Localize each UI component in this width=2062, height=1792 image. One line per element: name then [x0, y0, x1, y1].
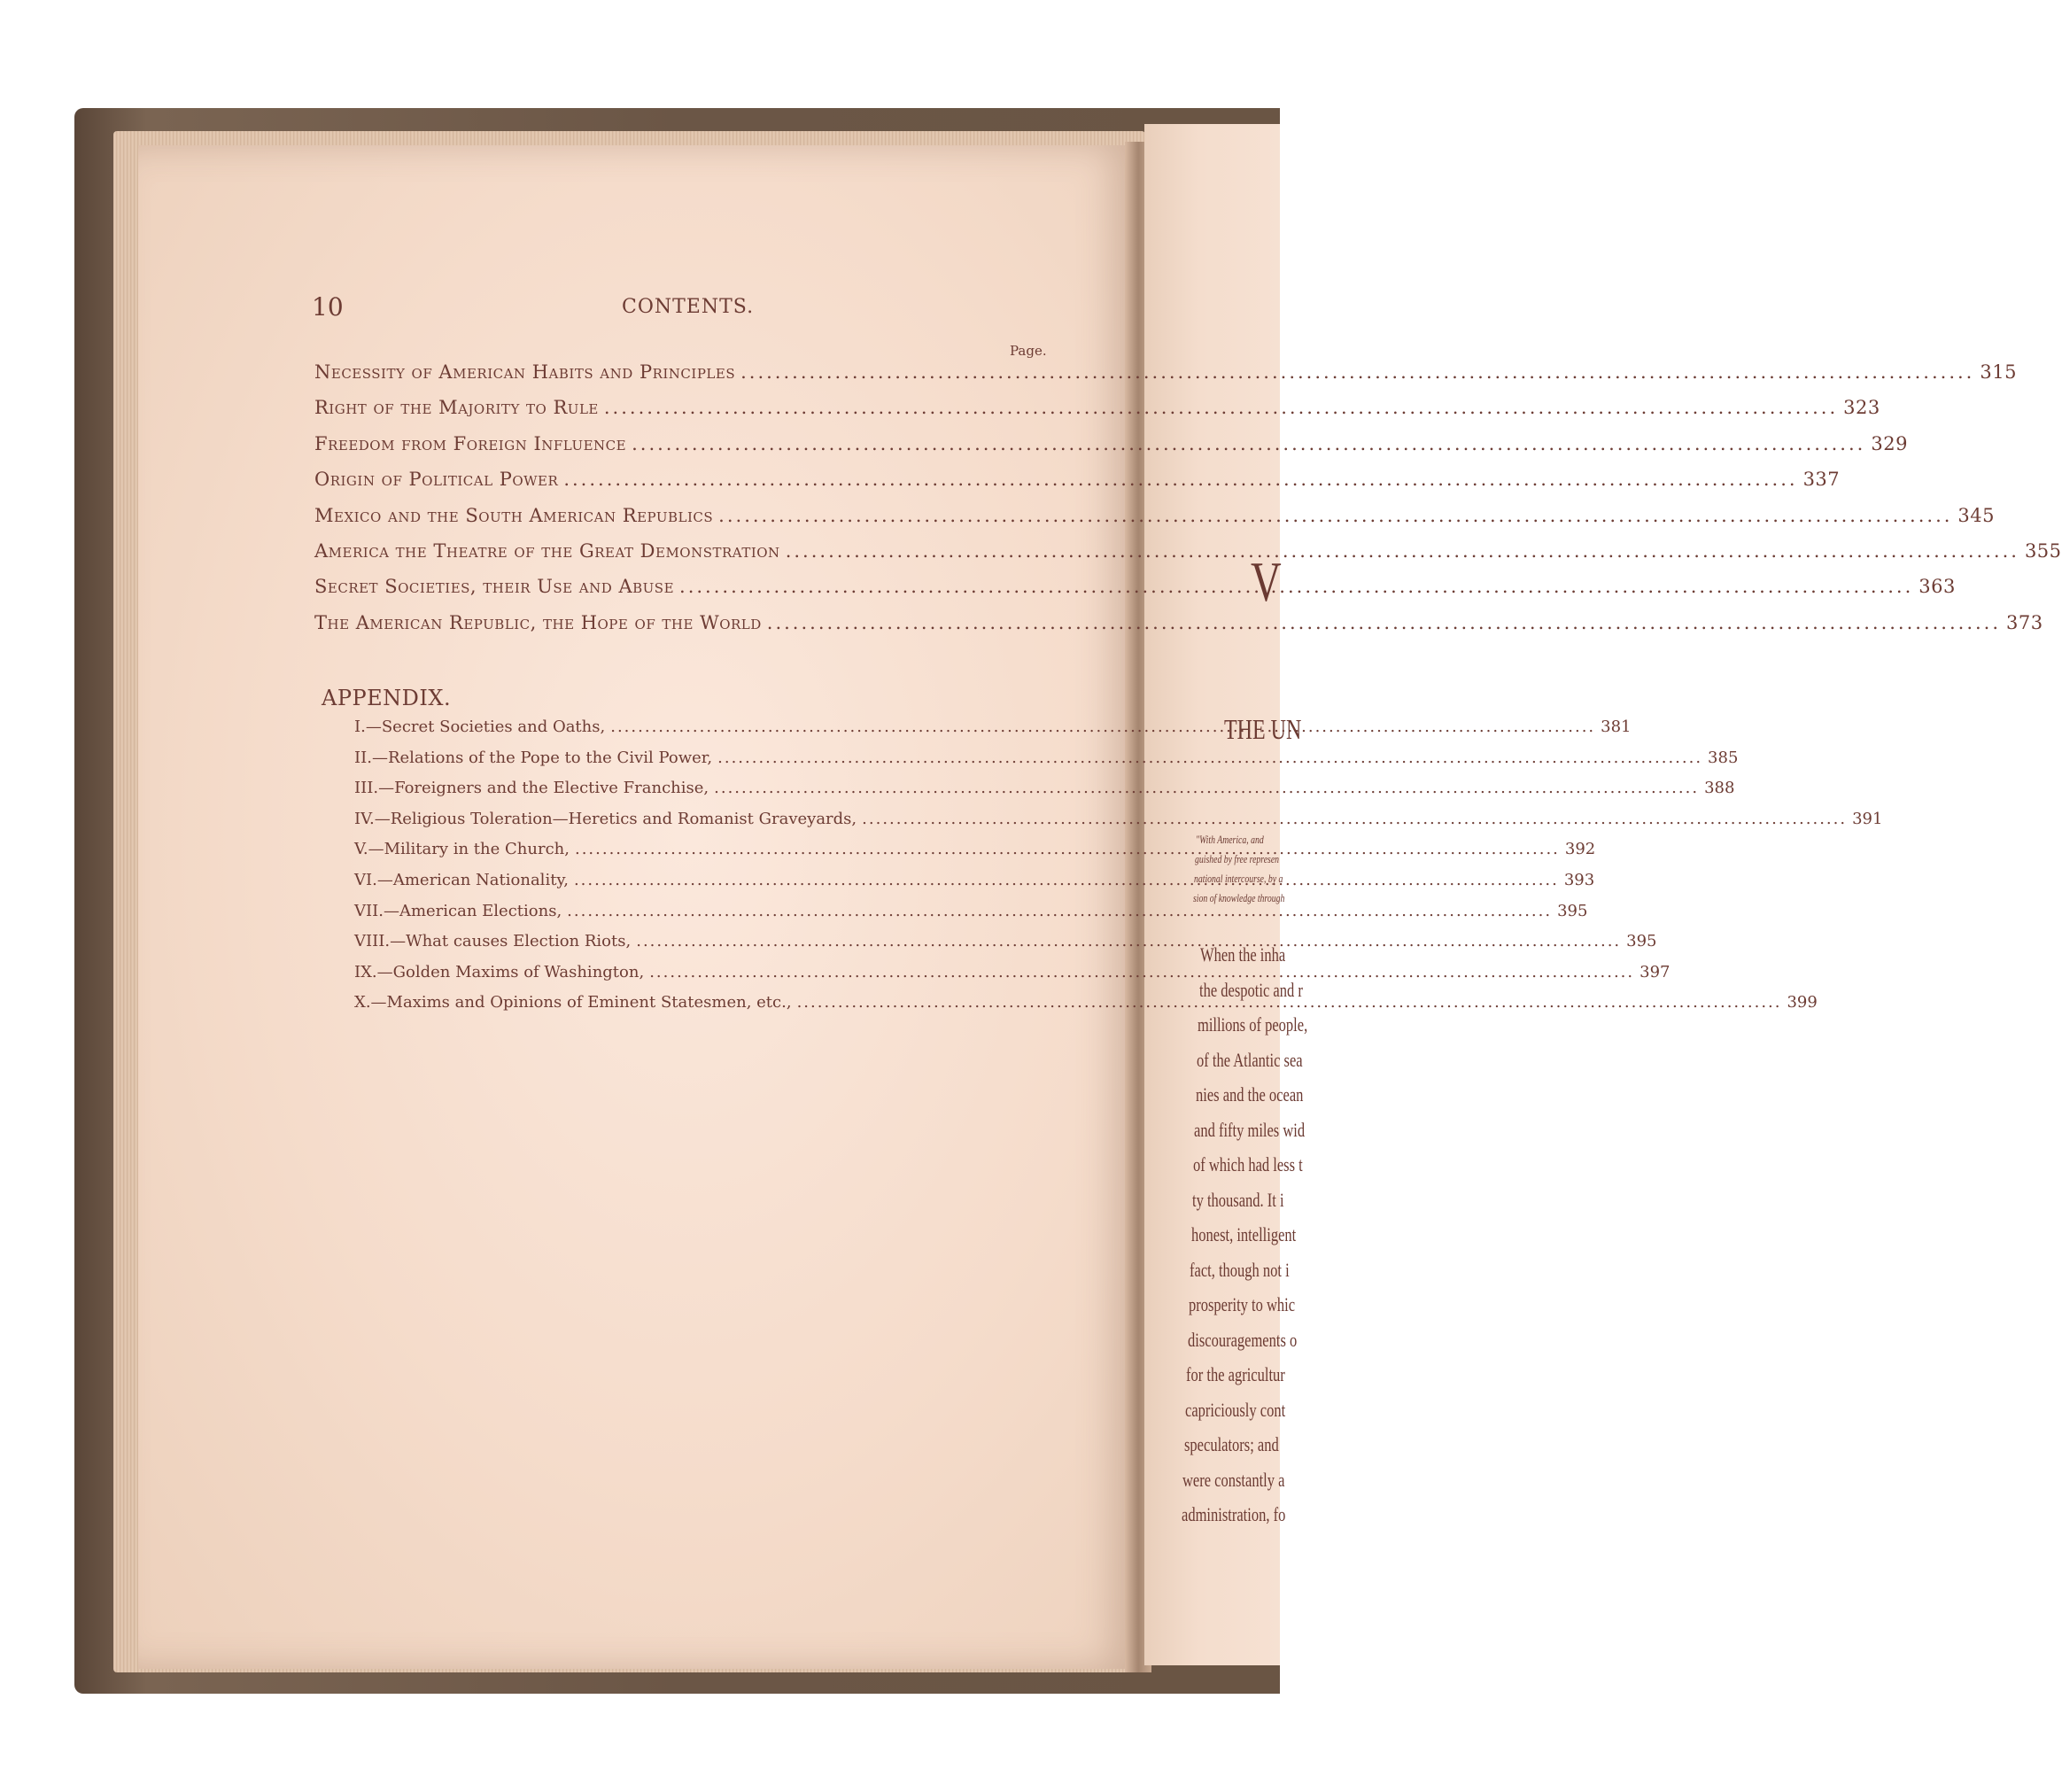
leader-dots	[714, 779, 1699, 797]
appendix-title: —Maxims and Opinions of Eminent Statesmen, etc.,	[370, 993, 792, 1012]
appendix-title: —Military in the Church,	[368, 840, 570, 859]
table-of-contents	[314, 361, 2062, 648]
toc-entry-page: 345	[1957, 504, 1996, 526]
toc-entry	[314, 397, 1880, 432]
appendix-numeral: IV.	[354, 809, 375, 828]
leader-dots	[632, 433, 1865, 454]
right-page-body-line: honest, intelligent	[1191, 1223, 1297, 1245]
right-page-body-line: discouragements o	[1188, 1328, 1298, 1351]
right-page-body-line: of which had less t	[1193, 1153, 1303, 1175]
appendix-page: 397	[1640, 962, 1671, 981]
appendix-page: 399	[1787, 993, 1818, 1012]
appendix-numeral: X.	[354, 993, 371, 1012]
page-number: 10	[312, 292, 344, 322]
right-page-body-line: of the Atlantic sea	[1197, 1048, 1303, 1071]
toc-entry-page: 355	[2024, 539, 2062, 562]
toc-entry-page: 323	[1843, 397, 1880, 419]
toc-entry	[314, 576, 1956, 611]
leader-dots	[649, 963, 1634, 981]
appendix-page: 395	[1557, 901, 1588, 920]
toc-entry-page: 363	[1919, 576, 1956, 598]
right-page-body-line: were constantly a	[1182, 1468, 1285, 1491]
right-page-body-line: When the inha	[1200, 943, 1286, 966]
appendix-numeral: IX.	[354, 962, 377, 981]
appendix-numeral: VIII.	[354, 932, 391, 951]
appendix-title: —Golden Maxims of Washington,	[376, 962, 645, 981]
appendix-page: 393	[1563, 870, 1595, 889]
leader-dots	[767, 612, 2001, 633]
appendix-title: —Secret Societies and Oaths,	[365, 718, 606, 736]
page-column-label: Page.	[1010, 343, 1047, 359]
toc-entry-title: America the Theatre of the Great Demonstration	[314, 539, 780, 562]
toc-entry-page: 315	[1980, 361, 2017, 383]
right-page-body-line: administration, fo	[1182, 1503, 1286, 1525]
appendix-page: 392	[1564, 840, 1596, 859]
leader-dots	[563, 469, 1797, 490]
toc-entry-page: 329	[1871, 432, 1908, 454]
appendix-title: —Religious Toleration—Heretics and Romanist Graveyards,	[374, 809, 857, 828]
appendix-numeral: V.	[354, 840, 368, 859]
right-page-large-letters: V	[1251, 550, 1282, 613]
right-page-body-line: capriciously cont	[1185, 1398, 1286, 1421]
right-page-body-line: for the agricultur	[1186, 1363, 1285, 1385]
right-page-body-line: nies and the ocean	[1196, 1083, 1304, 1105]
toc-entry-page: 373	[2006, 611, 2043, 633]
appendix-numeral: III.	[354, 779, 379, 798]
toc-entry	[314, 539, 2062, 576]
right-page-epigraph-line: national intercourse, by a	[1194, 872, 1283, 885]
toc-entry	[314, 361, 2017, 397]
appendix-title: —What causes Election Riots,	[390, 932, 632, 951]
appendix-entry	[354, 748, 1739, 780]
toc-entry-title: Necessity of American Habits and Principles	[314, 361, 736, 383]
right-page-body-line: fact, though not i	[1190, 1258, 1290, 1281]
right-page	[1144, 124, 1308, 1665]
appendix-title: —American Nationality,	[376, 870, 569, 889]
appendix-numeral: VII.	[354, 901, 384, 920]
toc-entry	[314, 469, 1841, 504]
right-page-body-line: the despotic and r	[1199, 978, 1303, 1001]
toc-entry-title: Mexico and the South American Republics	[314, 504, 714, 526]
appendix-heading: APPENDIX.	[322, 686, 452, 710]
leader-dots	[567, 902, 1552, 920]
toc-entry-title: The American Republic, the Hope of the World	[314, 611, 762, 633]
leader-dots	[718, 505, 1952, 526]
leader-dots	[797, 993, 1782, 1012]
right-page-body-line: speculators; and	[1184, 1433, 1279, 1455]
appendix-entry	[354, 779, 1735, 810]
running-head: CONTENTS.	[622, 296, 755, 318]
right-page-epigraph-line: sion of knowledge through	[1193, 891, 1285, 904]
appendix-title: —American Elections,	[383, 901, 562, 920]
appendix-page: 385	[1708, 748, 1739, 767]
leader-dots	[679, 576, 1913, 597]
leader-dots	[574, 871, 1559, 889]
toc-entry-page: 337	[1802, 469, 1841, 491]
appendix-page: 391	[1852, 809, 1883, 828]
leader-dots	[862, 810, 1847, 828]
appendix-numeral: I.	[354, 718, 366, 736]
appendix-numeral: II.	[354, 748, 372, 767]
right-page-epigraph-line: "With America, and	[1196, 833, 1264, 846]
toc-entry-title: Origin of Political Power	[314, 469, 559, 491]
appendix-page: 381	[1601, 718, 1632, 736]
toc-entry	[314, 504, 1996, 540]
appendix-entry	[354, 993, 1818, 1024]
right-page-body-line: millions of people,	[1198, 1013, 1308, 1036]
toc-entry-title: Secret Societies, their Use and Abuse	[314, 576, 675, 598]
leader-dots	[636, 932, 1621, 950]
leader-dots	[604, 397, 1838, 418]
appendix-page: 395	[1626, 932, 1657, 951]
right-page-body-line: ty thousand. It i	[1192, 1188, 1284, 1211]
right-page-body-line: and fifty miles wid	[1194, 1118, 1306, 1141]
right-page-heading: THE UN	[1224, 713, 1302, 745]
toc-entry	[314, 432, 1908, 469]
toc-entry	[314, 611, 2043, 648]
appendix-title: —Relations of the Pope to the Civil Power,	[371, 748, 713, 767]
leader-dots	[717, 749, 1702, 767]
leader-dots	[575, 840, 1560, 858]
appendix-page: 388	[1704, 779, 1735, 798]
leader-dots	[610, 718, 1595, 736]
toc-entry-title: Freedom from Foreign Influence	[314, 432, 627, 454]
right-page-body-line: prosperity to whic	[1189, 1293, 1296, 1315]
leader-dots	[740, 361, 1974, 383]
leader-dots	[786, 540, 2019, 562]
right-page-epigraph-line: guished by free represen	[1195, 852, 1280, 865]
toc-entry-title: Right of the Majority to Rule	[314, 397, 599, 419]
appendix-numeral: VI.	[354, 870, 377, 889]
appendix-entry	[354, 901, 1588, 933]
appendix-title: —Foreigners and the Elective Franchise,	[378, 779, 709, 798]
